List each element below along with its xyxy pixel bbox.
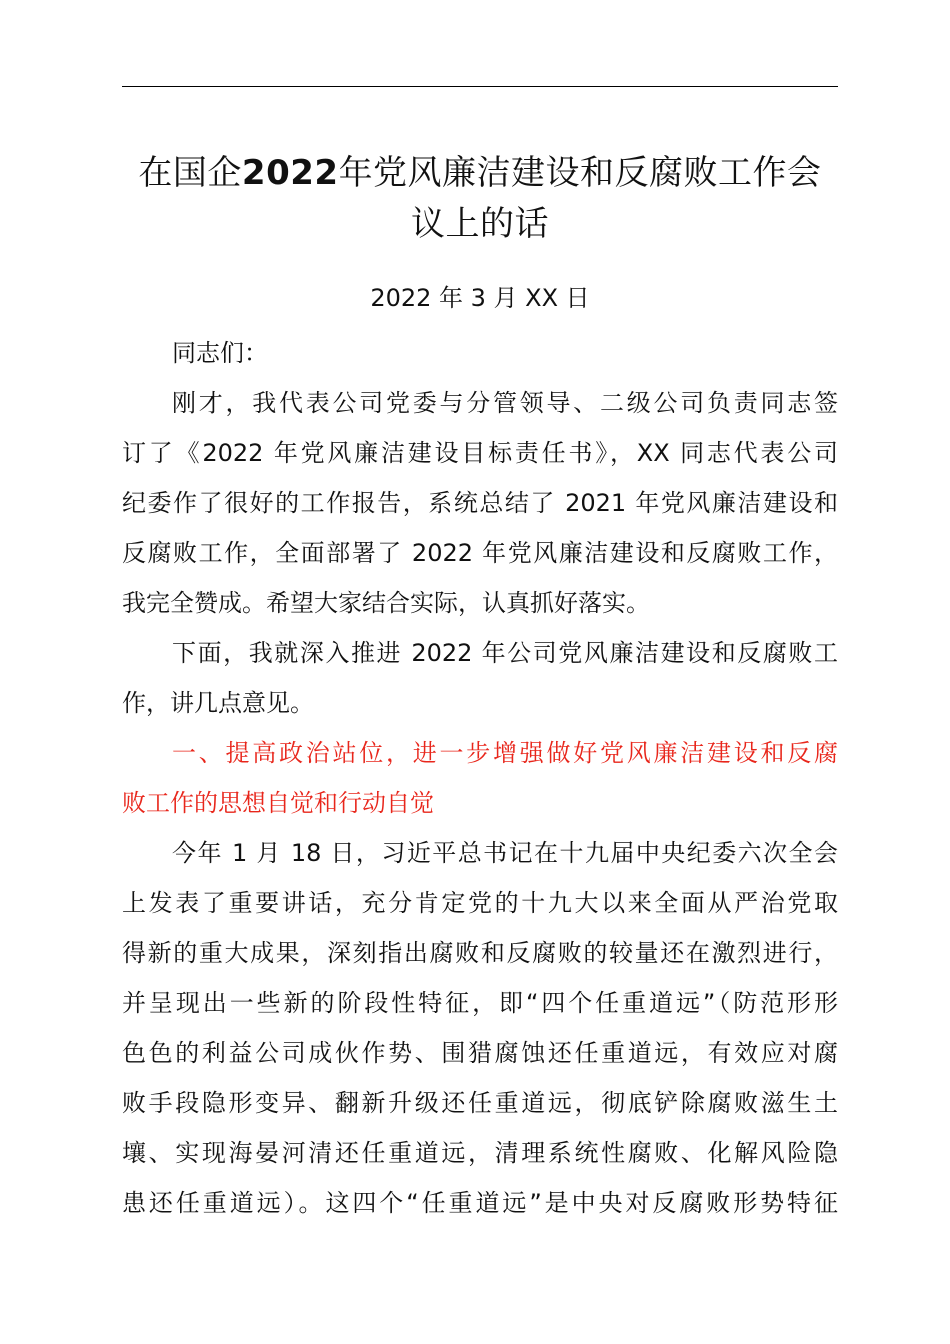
title-line-1 <box>110 148 850 199</box>
paragraph-2-line: 作，讲几点意见。 <box>122 689 314 717</box>
title-prefix: 在国企 <box>138 153 242 193</box>
paragraph-2-line: 下面，我就深入推进 2022 年公司党风廉洁建设和反腐败工 <box>172 639 838 667</box>
paragraph-3-line: 得新的重大成果，深刻指出腐败和反腐败的较量还在激烈进行， <box>122 939 838 967</box>
page-title <box>110 148 850 250</box>
paragraph-1-line: 纪委作了很好的工作报告，系统总结了 2021 年党风廉洁建设和 <box>122 489 838 517</box>
section-heading-1: 败工作的思想自觉和行动自觉 <box>122 789 434 817</box>
paragraph-3-line: 色色的利益公司成伙作势、围猎腐蚀还任重道远，有效应对腐 <box>122 1039 838 1067</box>
title-line-2: 议上的话 <box>411 204 549 244</box>
paragraph-1-line: 刚才，我代表公司党委与分管领导、二级公司负责同志签 <box>172 389 838 417</box>
paragraph-3-line: 并呈现出一些新的阶段性特征，即“四个任重道远”（防范形形 <box>122 989 838 1017</box>
paragraph-3-line: 败手段隐形变异、翻新升级还任重道远，彻底铲除腐败滋生土 <box>122 1089 838 1117</box>
section-heading-1: 一、提高政治站位，进一步增强做好党风廉洁建设和反腐 <box>172 739 838 767</box>
salutation: 同志们： <box>172 339 268 367</box>
header-rule <box>122 86 838 87</box>
paragraph-1-line: 我完全赞成。希望大家结合实际，认真抓好落实。 <box>122 589 650 617</box>
paragraph-3-line: 患还任重道远）。这四个“任重道远”是中央对反腐败形势特征 <box>122 1189 838 1217</box>
title-year: 2022 <box>241 153 339 193</box>
paragraph-3-line: 今年 1 月 18 日，习近平总书记在十九届中央纪委六次全会 <box>172 839 838 867</box>
paragraph-3-line: 上发表了重要讲话，充分肯定党的十九大以来全面从严治党取 <box>122 889 838 917</box>
paragraph-3-line: 壤、实现海晏河清还任重道远，清理系统性腐败、化解风险隐 <box>122 1139 838 1167</box>
document-date: 2022 年 3 月 XX 日 <box>370 284 590 312</box>
paragraph-1-line: 反腐败工作，全面部署了 2022 年党风廉洁建设和反腐败工作， <box>122 539 838 567</box>
paragraph-1-line: 订了《2022 年党风廉洁建设目标责任书》，XX 同志代表公司 <box>122 439 838 467</box>
title-rest: 年党风廉洁建设和反腐败工作会 <box>338 153 822 193</box>
document-body <box>122 328 838 1228</box>
